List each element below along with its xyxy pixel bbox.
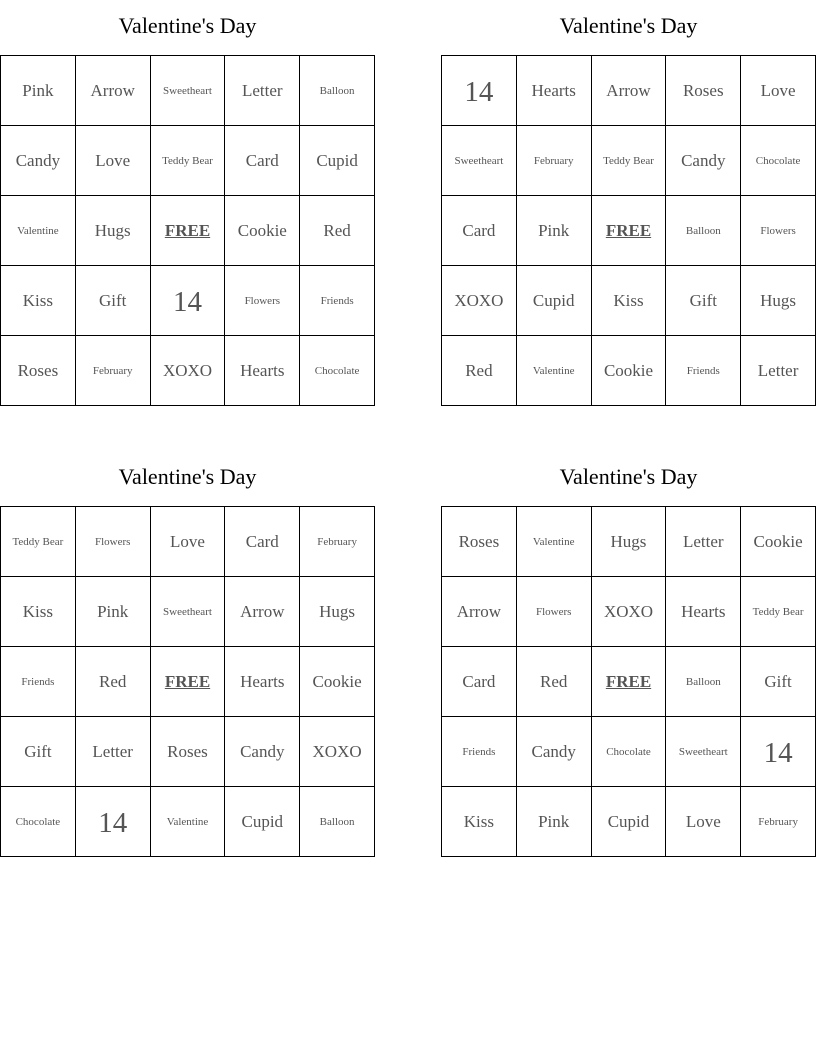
bingo-grid	[0, 55, 375, 406]
bingo-cell: Flowers	[741, 196, 816, 266]
bingo-cell: Gift	[666, 266, 741, 336]
bingo-cell: 14	[442, 56, 517, 126]
free-space-cell: FREE	[592, 196, 667, 266]
bingo-cell: Hugs	[300, 577, 375, 647]
bingo-cell: Roses	[1, 336, 76, 406]
bingo-cell: Letter	[76, 717, 151, 787]
bingo-cell: 14	[741, 717, 816, 787]
bingo-cell: Flowers	[225, 266, 300, 336]
bingo-cell: Card	[442, 196, 517, 266]
bingo-cell: Cookie	[741, 507, 816, 577]
bingo-cell: Sweetheart	[151, 577, 226, 647]
bingo-cell: Letter	[225, 56, 300, 126]
bingo-cell: Red	[76, 647, 151, 717]
bingo-grid	[441, 506, 816, 857]
bingo-cell: Flowers	[517, 577, 592, 647]
bingo-cell: Sweetheart	[666, 717, 741, 787]
bingo-cell: Balloon	[300, 56, 375, 126]
bingo-cell: Teddy Bear	[592, 126, 667, 196]
bingo-cell: XOXO	[442, 266, 517, 336]
bingo-cell: Candy	[666, 126, 741, 196]
bingo-cell: Hearts	[225, 647, 300, 717]
free-space-cell: FREE	[151, 647, 226, 717]
bingo-cell: Flowers	[76, 507, 151, 577]
bingo-cell: Roses	[151, 717, 226, 787]
bingo-cell: Teddy Bear	[741, 577, 816, 647]
bingo-cell: Kiss	[1, 577, 76, 647]
bingo-cell: February	[517, 126, 592, 196]
bingo-cell: Valentine	[1, 196, 76, 266]
bingo-cell: February	[741, 787, 816, 857]
bingo-cell: Teddy Bear	[1, 507, 76, 577]
bingo-cell: Love	[741, 56, 816, 126]
bingo-cell: Friends	[666, 336, 741, 406]
card-title: Valentine's Day	[118, 464, 257, 489]
bingo-cell: Arrow	[76, 56, 151, 126]
bingo-cell: Chocolate	[1, 787, 76, 857]
bingo-cell: Cupid	[225, 787, 300, 857]
bingo-cell: Roses	[442, 507, 517, 577]
bingo-cell: Candy	[225, 717, 300, 787]
bingo-cell: Valentine	[517, 336, 592, 406]
bingo-card-1	[0, 10, 375, 406]
bingo-cell: Balloon	[666, 196, 741, 266]
bingo-cell: Card	[225, 126, 300, 196]
bingo-cell: Red	[300, 196, 375, 266]
bingo-cell: Red	[442, 336, 517, 406]
bingo-cell: Letter	[666, 507, 741, 577]
bingo-cell: Valentine	[151, 787, 226, 857]
bingo-cell: Sweetheart	[442, 126, 517, 196]
free-space-cell: FREE	[151, 196, 226, 266]
bingo-cell: Red	[517, 647, 592, 717]
bingo-cell: XOXO	[300, 717, 375, 787]
bingo-cell: Hugs	[741, 266, 816, 336]
bingo-cell: Candy	[517, 717, 592, 787]
bingo-cell: Teddy Bear	[151, 126, 226, 196]
bingo-cell: Chocolate	[592, 717, 667, 787]
bingo-cell: Friends	[1, 647, 76, 717]
bingo-cell: Friends	[442, 717, 517, 787]
card-title: Valentine's Day	[118, 13, 257, 38]
bingo-cell: Cupid	[517, 266, 592, 336]
bingo-cell: Arrow	[592, 56, 667, 126]
bingo-cell: Chocolate	[741, 126, 816, 196]
bingo-cell: Kiss	[1, 266, 76, 336]
bingo-cell: Hugs	[76, 196, 151, 266]
bingo-cell: 14	[76, 787, 151, 857]
bingo-card-4	[441, 461, 816, 857]
bingo-cell: Love	[666, 787, 741, 857]
bingo-card-3	[0, 461, 375, 857]
bingo-cell: Pink	[1, 56, 76, 126]
bingo-cell: Chocolate	[300, 336, 375, 406]
bingo-cell: Hearts	[666, 577, 741, 647]
bingo-cell: Pink	[517, 787, 592, 857]
bingo-cell: Cupid	[300, 126, 375, 196]
bingo-cell: Card	[225, 507, 300, 577]
bingo-cell: Cookie	[225, 196, 300, 266]
bingo-cell: Friends	[300, 266, 375, 336]
bingo-cell: XOXO	[592, 577, 667, 647]
bingo-cell: Pink	[517, 196, 592, 266]
bingo-cell: Balloon	[666, 647, 741, 717]
bingo-cell: Candy	[1, 126, 76, 196]
bingo-cell: Balloon	[300, 787, 375, 857]
bingo-cell: Pink	[76, 577, 151, 647]
bingo-cell: Hearts	[517, 56, 592, 126]
bingo-cell: Gift	[741, 647, 816, 717]
bingo-cell: 14	[151, 266, 226, 336]
bingo-cell: Cookie	[300, 647, 375, 717]
bingo-card-2	[441, 10, 816, 406]
bingo-cell: Kiss	[442, 787, 517, 857]
bingo-cell: Love	[151, 507, 226, 577]
bingo-cell: XOXO	[151, 336, 226, 406]
bingo-cell: Gift	[76, 266, 151, 336]
bingo-cell: Cupid	[592, 787, 667, 857]
bingo-cell: Letter	[741, 336, 816, 406]
bingo-grid	[0, 506, 375, 857]
bingo-cell: Hearts	[225, 336, 300, 406]
bingo-cell: February	[300, 507, 375, 577]
card-title: Valentine's Day	[559, 464, 698, 489]
bingo-cell: Roses	[666, 56, 741, 126]
bingo-cell: Cookie	[592, 336, 667, 406]
card-title: Valentine's Day	[559, 13, 698, 38]
bingo-cell: Arrow	[442, 577, 517, 647]
bingo-cell: Card	[442, 647, 517, 717]
bingo-cell: Gift	[1, 717, 76, 787]
bingo-cell: Love	[76, 126, 151, 196]
bingo-cell: Arrow	[225, 577, 300, 647]
bingo-cell: February	[76, 336, 151, 406]
bingo-cell: Sweetheart	[151, 56, 226, 126]
bingo-cell: Hugs	[592, 507, 667, 577]
bingo-cell: Kiss	[592, 266, 667, 336]
free-space-cell: FREE	[592, 647, 667, 717]
bingo-grid	[441, 55, 816, 406]
bingo-cell: Valentine	[517, 507, 592, 577]
